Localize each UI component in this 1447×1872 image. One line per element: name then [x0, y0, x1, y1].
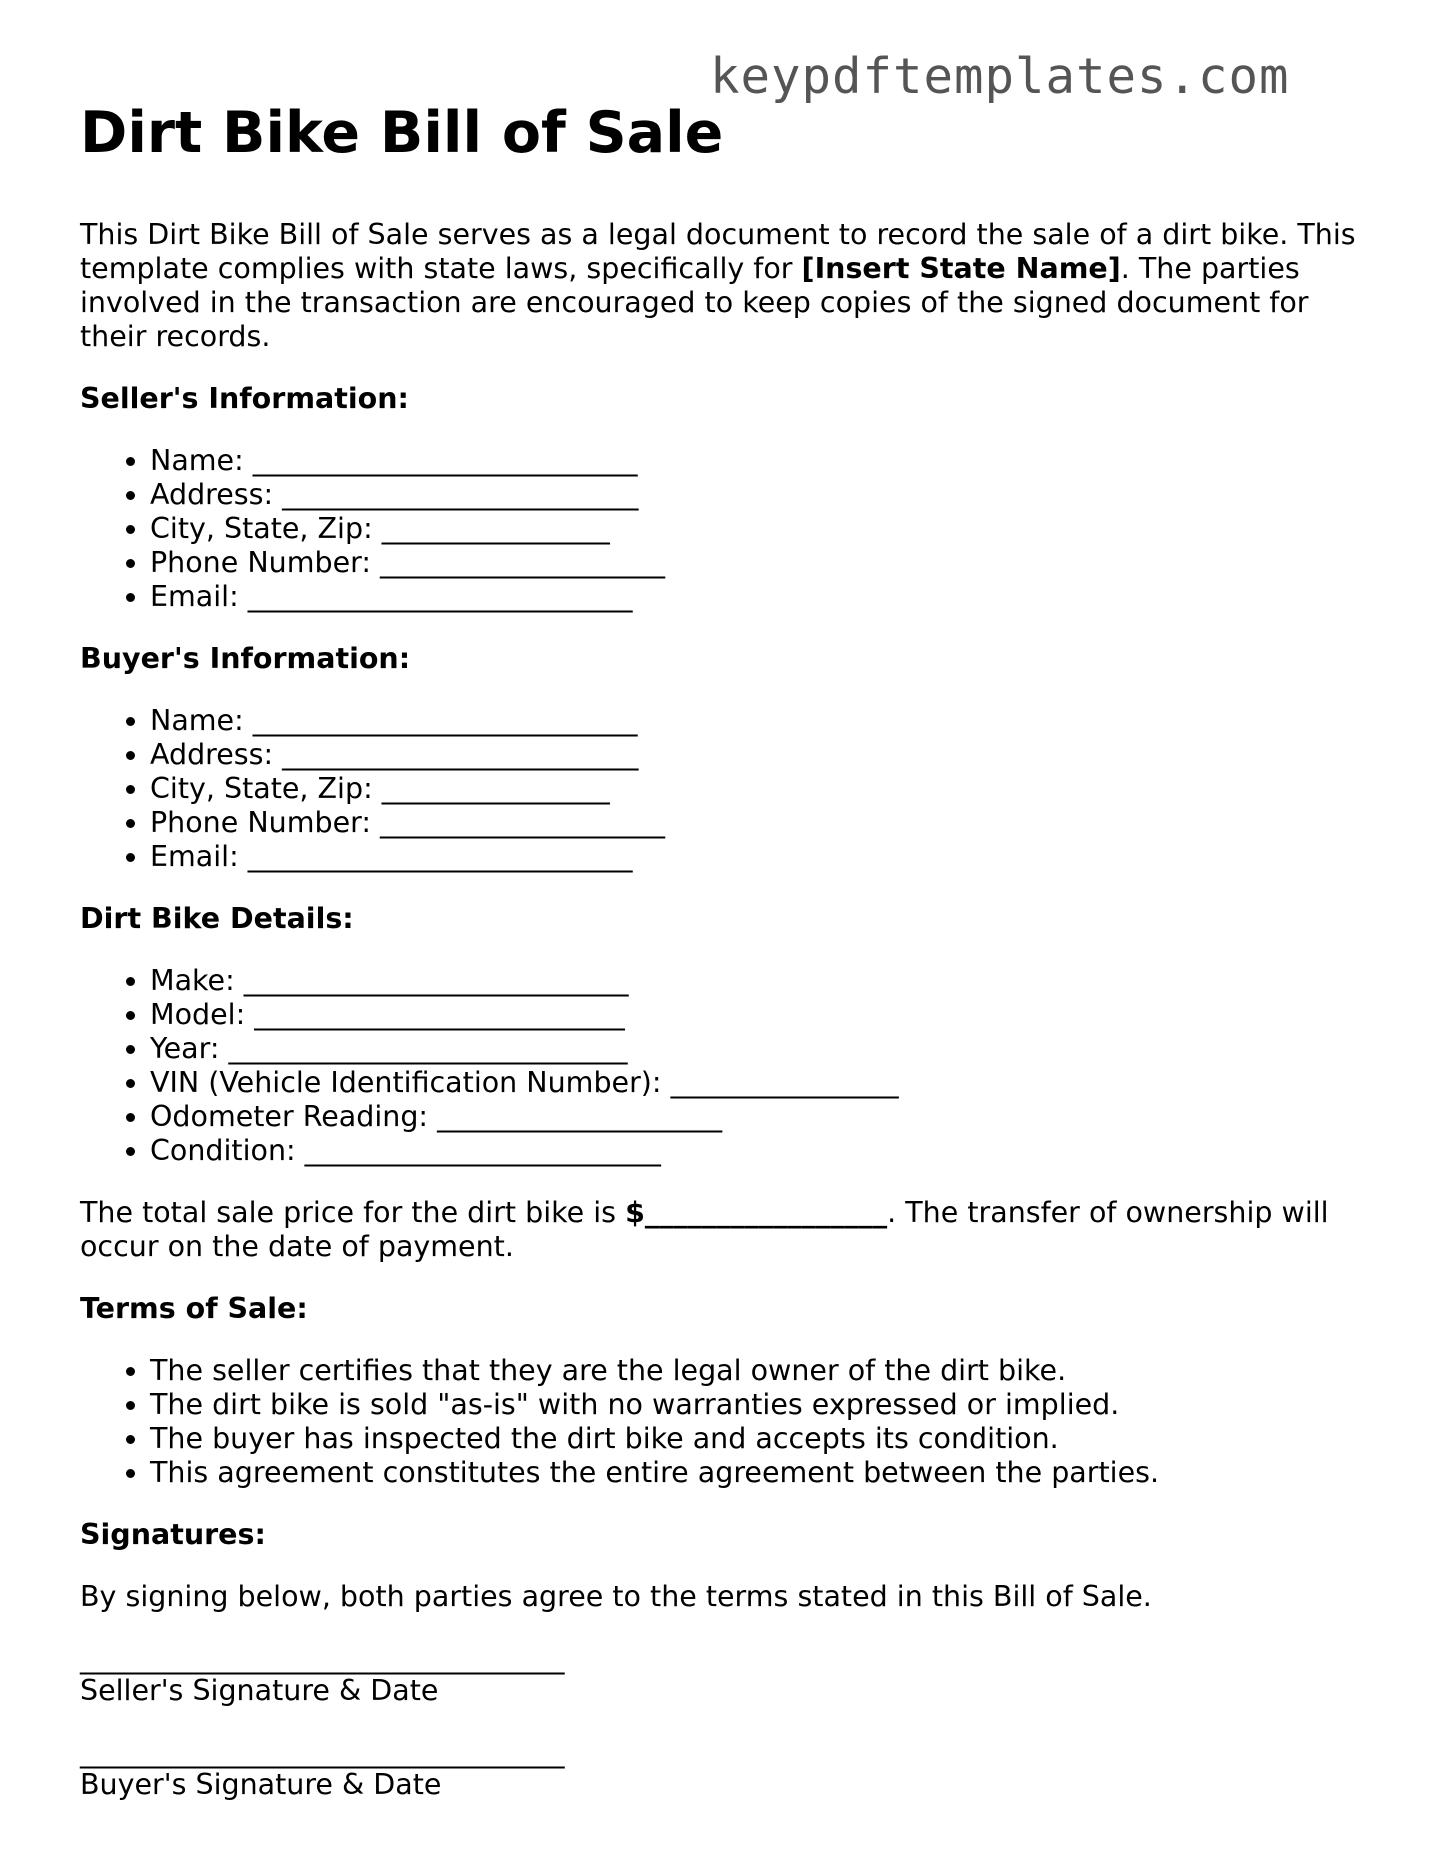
seller-signature-line: __________________________________	[80, 1642, 565, 1675]
bike-condition-field: • Condition: _________________________	[150, 1134, 1370, 1168]
bike-details-fields	[80, 964, 1370, 1168]
buyer-signature-block	[80, 1738, 1370, 1802]
bike-odometer-field: • Odometer Reading: ____________________	[150, 1100, 1370, 1134]
buyer-email-field: • Email: ___________________________	[150, 840, 1370, 874]
buyer-name-field: • Name: ___________________________	[150, 704, 1370, 738]
document-title: Dirt Bike Bill of Sale	[80, 100, 724, 166]
signatures-heading: Signatures:	[80, 1518, 266, 1551]
buyer-heading: Buyer's Information:	[80, 642, 411, 675]
buyer-phone-field: • Phone Number: ____________________	[150, 806, 1370, 840]
terms-item: • The dirt bike is sold "as-is" with no warranties expressed or implied.	[150, 1388, 1370, 1422]
terms-item: • The buyer has inspected the dirt bike and accepts its condition.	[150, 1422, 1370, 1456]
buyer-city-state-zip-field: • City, State, Zip: ________________	[150, 772, 1370, 806]
bike-model-field: • Model: __________________________	[150, 998, 1370, 1032]
seller-signature-block	[80, 1644, 1370, 1708]
seller-city-state-zip-field: • City, State, Zip: ________________	[150, 512, 1370, 546]
buyer-address-field: • Address: _________________________	[150, 738, 1370, 772]
intro-text-2: . The parties involved in the transaction are encouraged to keep copies of the signed document for their records.	[80, 252, 1309, 353]
sale-price-text-1: The total sale price for the dirt bike is	[80, 1196, 626, 1229]
state-placeholder: [Insert State Name]	[801, 252, 1121, 285]
sale-price-paragraph	[80, 1196, 1370, 1264]
bike-details-heading: Dirt Bike Details:	[80, 902, 354, 935]
seller-address-field: • Address: _________________________	[150, 478, 1370, 512]
sale-price-text-2: . The transfer of ownership will occur on the date of payment.	[80, 1196, 1329, 1263]
bike-make-field: • Make: ___________________________	[150, 964, 1370, 998]
terms-item: • The seller certifies that they are the legal owner of the dirt bike.	[150, 1354, 1370, 1388]
buyer-signature-line: __________________________________	[80, 1736, 565, 1769]
intro-text-1: This Dirt Bike Bill of Sale serves as a legal document to record the sale of a dirt bike. This template complies with state laws, specifically for	[80, 218, 1356, 285]
bike-vin-field: • VIN (Vehicle Identification Number): ________________	[150, 1066, 1370, 1100]
seller-name-field: • Name: ___________________________	[150, 444, 1370, 478]
buyer-fields	[80, 704, 1370, 874]
terms-list	[80, 1354, 1370, 1490]
intro-paragraph	[80, 218, 1370, 354]
signatures-statement: By signing below, both parties agree to the terms stated in this Bill of Sale.	[80, 1580, 1152, 1613]
terms-item: • This agreement constitutes the entire agreement between the parties.	[150, 1456, 1370, 1490]
watermark: keypdftemplates.com	[710, 48, 1290, 105]
sale-price-amount: $_________________	[625, 1196, 888, 1229]
terms-heading: Terms of Sale:	[80, 1292, 308, 1325]
seller-email-field: • Email: ___________________________	[150, 580, 1370, 614]
document-body	[80, 100, 1370, 1832]
seller-signature-label: Seller's Signature & Date	[80, 1674, 439, 1707]
seller-fields	[80, 444, 1370, 614]
seller-phone-field: • Phone Number: ____________________	[150, 546, 1370, 580]
buyer-signature-label: Buyer's Signature & Date	[80, 1768, 442, 1801]
bike-year-field: • Year: ____________________________	[150, 1032, 1370, 1066]
seller-heading: Seller's Information:	[80, 382, 409, 415]
